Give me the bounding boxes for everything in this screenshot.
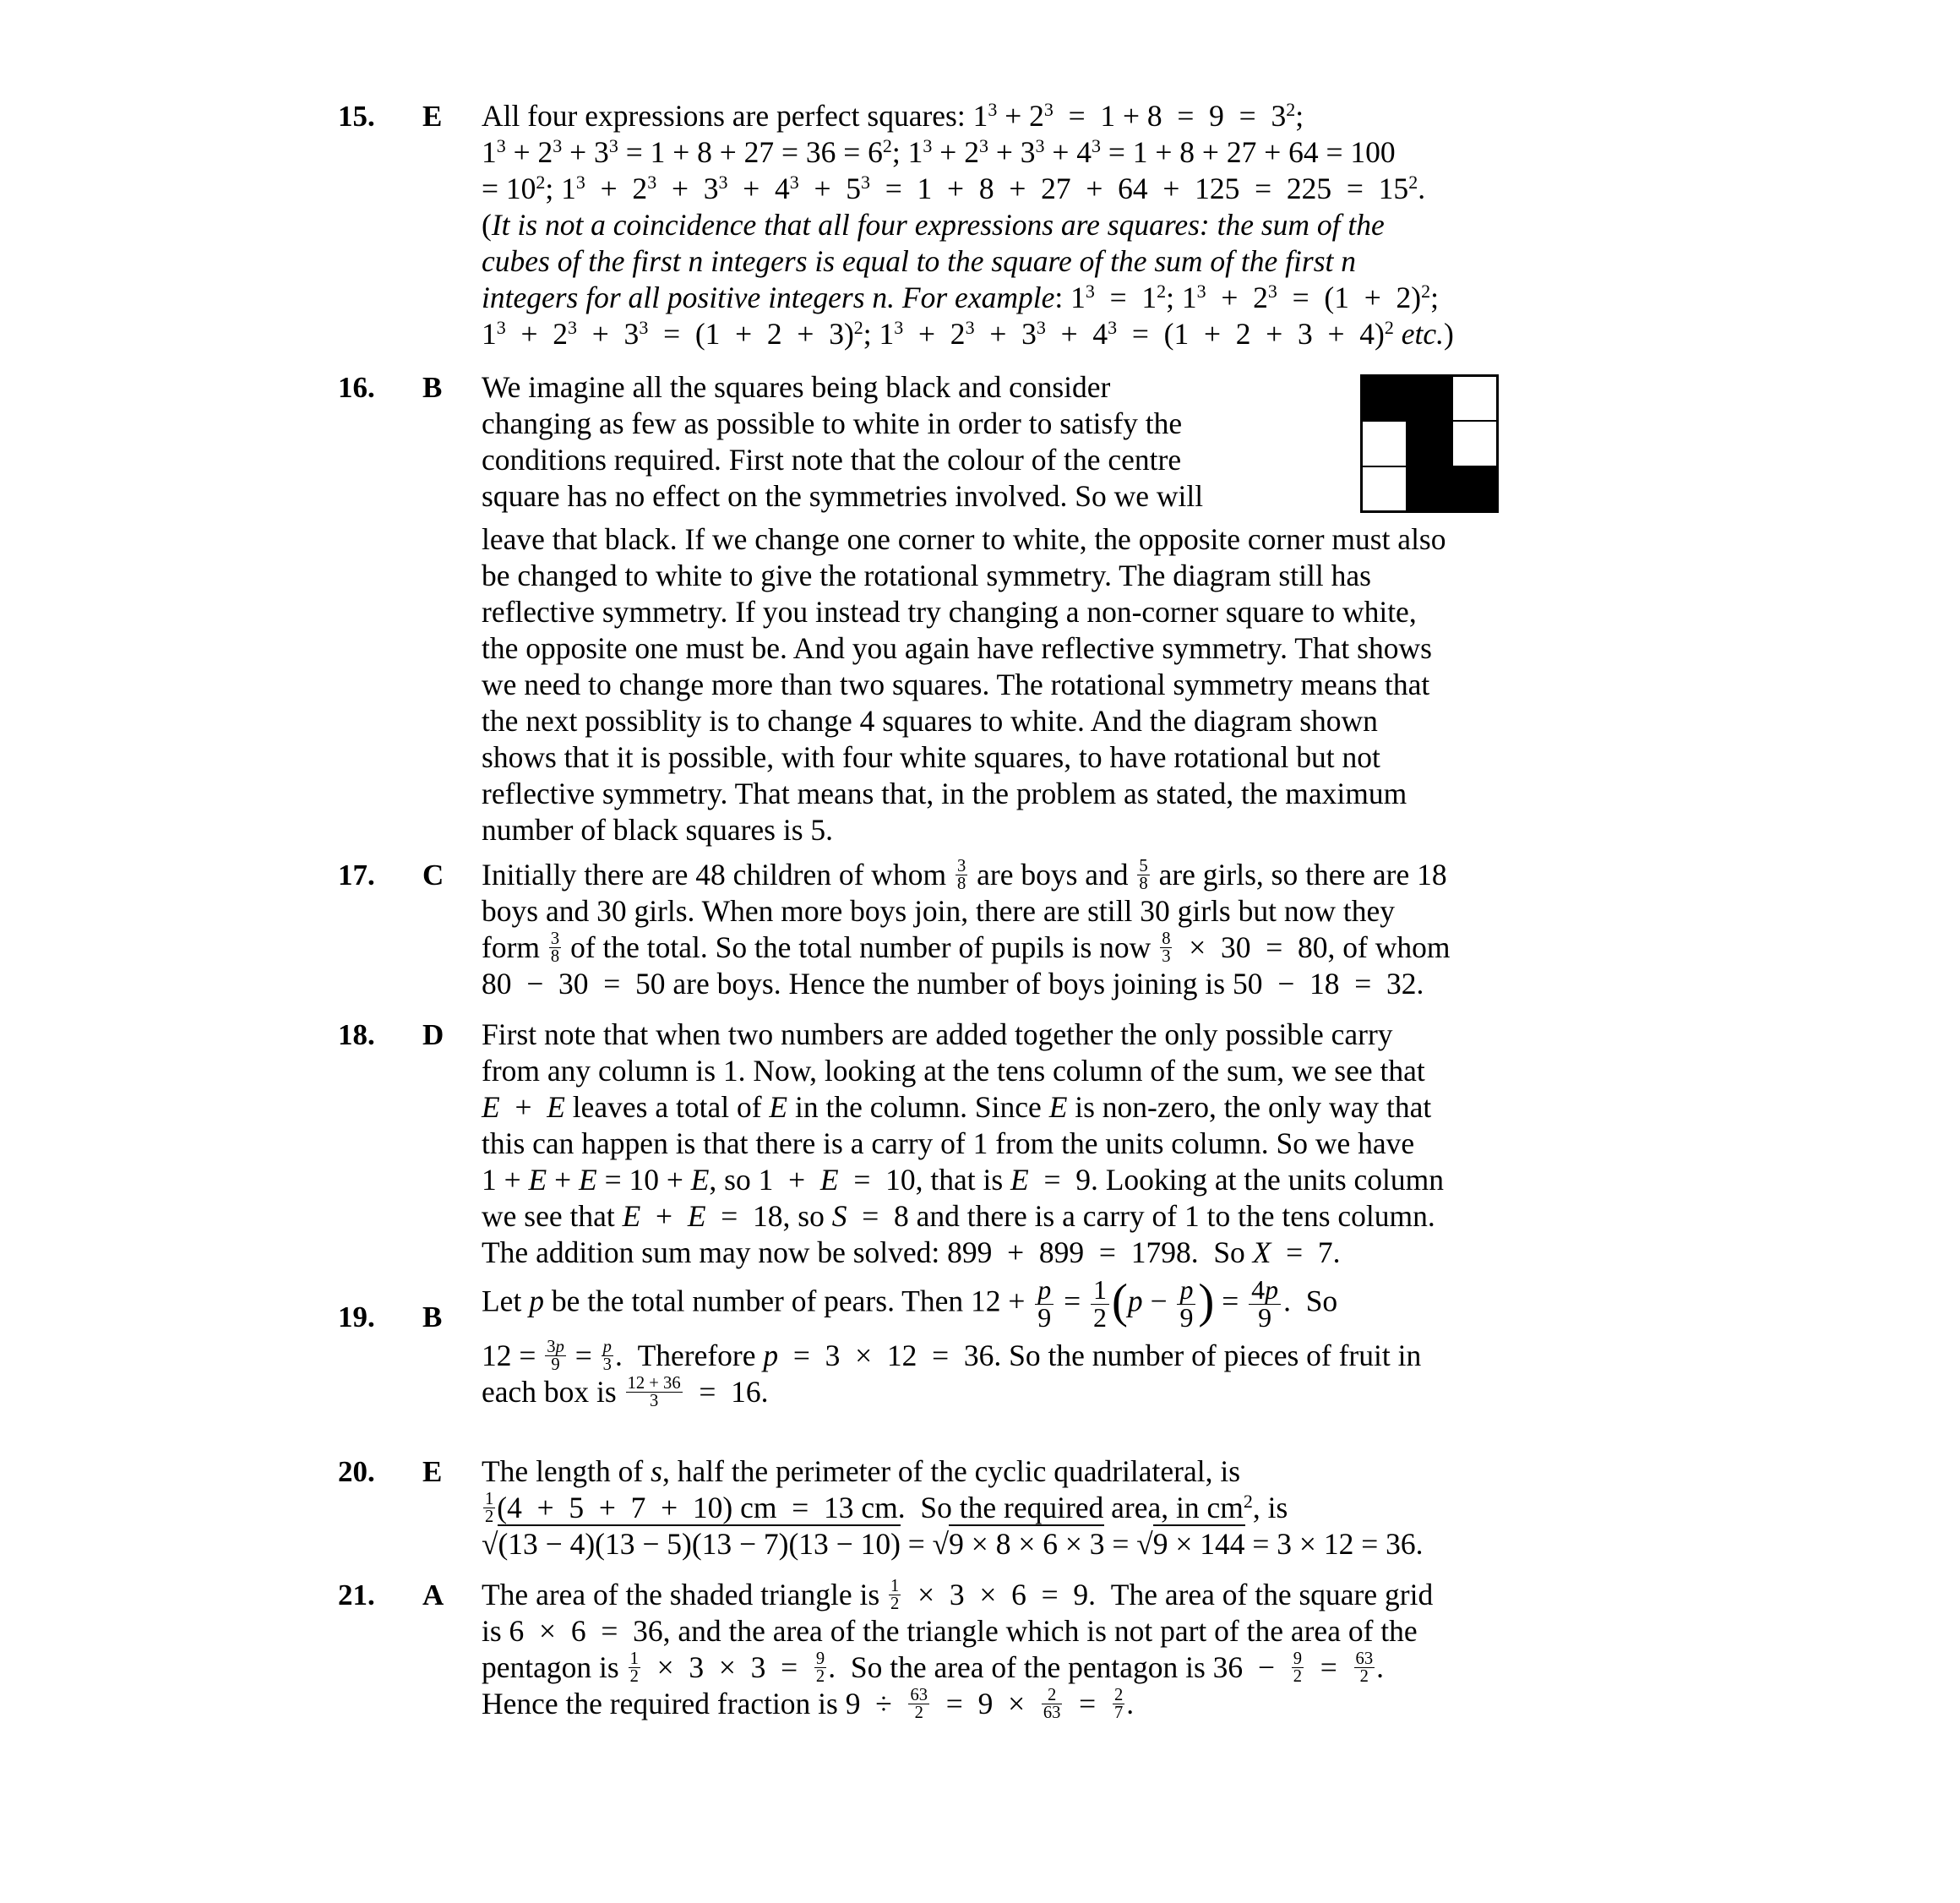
solution-line: = $10^2$; $1^3 + 2^3 + 3^3 + 4^3 + 5^3 = 1 + 8 + 27 + 64 + 125 = 225 = 15^2$. (482, 171, 1426, 205)
solution-line: The addition sum may now be solved: 899 + 899 = 1798. So X = 7. (482, 1235, 1341, 1269)
solution-line: this can happen is that there is a carry of 1 from the units column. So we have (482, 1126, 1415, 1160)
solution-line: changing as few as possible to white in order to satisfy the (482, 406, 1183, 440)
grid-cell-black (1362, 376, 1407, 421)
solution-line: leave that black. If we change one corner to white, the opposite corner must also (482, 522, 1446, 556)
solution-line: The area of the shaded triangle is $\frac{1}{2}$ × 3 × 6 = 9. The area of the square grid (482, 1576, 1434, 1614)
solution-line: we see that E + E = 18, so S = 8 and there is a carry of 1 to the tens column. (482, 1199, 1435, 1233)
solution-line: shows that it is possible, with four white squares, to have rotational but not (482, 740, 1380, 774)
symmetry-grid-diagram (1360, 374, 1499, 513)
solution-line: form $\frac{3}{8}$ of the total. So the total number of pupils is now $\frac{8}{3}$ × 30 = 80, of whom (482, 929, 1451, 967)
grid-cell-white (1362, 466, 1407, 511)
answer-letter: B (422, 371, 443, 404)
solution-line: reflective symmetry. That means that, in the problem as stated, the maximum (482, 777, 1407, 810)
solution-line: 80 − 30 = 50 are boys. Hence the number of boys joining is 50 − 18 = 32. (482, 967, 1424, 1001)
solution-line: be changed to white to give the rotational symmetry. The diagram still has (482, 559, 1371, 592)
solution-line: All four expressions are perfect squares: $1^3 + 2^3 = 1 + 8 = 9 = 3^2$; (482, 98, 1304, 133)
question-number: 17. (338, 859, 375, 892)
grid-cell-white (1362, 421, 1407, 466)
question-number: 20. (338, 1455, 375, 1488)
solution-line: E + E leaves a total of E in the column. Since E is non-zero, the only way that (482, 1090, 1432, 1124)
grid-cell-black (1407, 376, 1451, 421)
grid-cell-white (1452, 421, 1497, 466)
answer-letter: C (422, 859, 444, 892)
solution-line: the opposite one must be. And you again have reflective symmetry. That shows (482, 631, 1432, 665)
solution-line: boys and 30 girls. When more boys join, there are still 30 girls but now they (482, 894, 1395, 928)
question-number: 19. (338, 1300, 375, 1333)
solution-line: square has no effect on the symmetries involved. So we will (482, 479, 1204, 513)
answer-letter: E (422, 1455, 443, 1488)
solution-line: The length of s, half the perimeter of the cyclic quadrilateral, is (482, 1454, 1241, 1488)
grid-cell-black (1452, 466, 1497, 511)
solution-line: √(13 − 4)(13 − 5)(13 − 7)(13 − 10) = √9 × 8 × 6 × 3 = √9 × 144 = 3 × 12 = 36. (482, 1526, 1423, 1562)
answer-letter: B (422, 1300, 443, 1333)
answer-letter: D (422, 1018, 444, 1051)
solution-line: we need to change more than two squares. The rotational symmetry means that (482, 668, 1430, 701)
solution-line: integers for all positive integers n. For example: $1^3 = 1^2$; $1^3 + 2^3 = (1 + 2)^2$; (482, 280, 1439, 314)
question-number: 18. (338, 1018, 375, 1051)
solution-line: We imagine all the squares being black and consider (482, 370, 1111, 404)
solution-line: each box is $\frac{12 + 36}{3}$ = 16. (482, 1373, 769, 1411)
solution-line: Let p be the total number of pears. Then 12 + $\frac{p}{9}$ = $\frac{1}{2}$ (p − $\frac{p}{9}$ ) = $\frac{4p}{9}$ . So (482, 1274, 1338, 1333)
solution-line: 1 + E + E = 10 + E, so 1 + E = 10, that is E = 9. Looking at the units column (482, 1163, 1445, 1197)
solution-line: is 6 × 6 = 36, and the area of the triangle which is not part of the area of the (482, 1614, 1418, 1648)
question-number: 16. (338, 371, 375, 404)
solution-line: First note that when two numbers are added together the only possible carry (482, 1017, 1393, 1051)
answer-letter: A (422, 1579, 444, 1611)
answer-letter: E (422, 100, 443, 133)
solution-line: 12 = $\frac{3p}{9}$ = $\frac{p}{3}$ . Therefore p = 3 × 12 = 36. So the number of pieces of fruit in (482, 1337, 1422, 1375)
solution-line: $1^3 + 2^3 + 3^3 = 1 + 8 + 27 = 36 = 6^2$; $1^3 + 2^3 + 3^3 + 4^3 = 1 + 8 + 27 + 64 = 100$ (482, 134, 1396, 169)
question-number: 15. (338, 100, 375, 133)
solution-line: $\frac{1}{2}$ (4 + 5 + 7 + 10) cm = 13 cm. So the required area, in $cm^2$, is (485, 1489, 1288, 1527)
solution-line: conditions required. First note that the colour of the centre (482, 443, 1182, 477)
solution-line: $1^3 + 2^3 + 3^3 = (1 + 2 + 3)^2$; $1^3 + 2^3 + 3^3 + 4^3 = (1 + 2 + 3 + 4)^2$ etc.) (482, 316, 1454, 351)
solution-line: pentagon is $\frac{1}{2}$ × 3 × 3 = $\frac{9}{2}$ . So the area of the pentagon is 36 − $\frac{9}{2}$ = $\frac{63}{2}$ . (482, 1649, 1384, 1687)
solution-line: number of black squares is 5. (482, 813, 834, 847)
grid-cell-black (1407, 466, 1451, 511)
question-number: 21. (338, 1579, 375, 1611)
grid-cell-white (1452, 376, 1497, 421)
solution-line: from any column is 1. Now, looking at the tens column of the sum, we see that (482, 1054, 1425, 1088)
solution-line: reflective symmetry. If you instead try changing a non-corner square to white, (482, 595, 1417, 629)
solution-line: (It is not a coincidence that all four expressions are squares: the sum of the (482, 208, 1385, 242)
solution-line: cubes of the first n integers is equal to the square of the sum of the first n (482, 244, 1357, 278)
solution-line: Initially there are 48 children of whom $\frac{3}{8}$ are boys and $\frac{5}{8}$ are girls, so there are 18 (482, 856, 1447, 894)
solution-line: Hence the required fraction is 9 ÷ $\frac{63}{2}$ = 9 × $\frac{2}{63}$ = $\frac{2}{7}$ . (482, 1685, 1135, 1723)
grid-cell-black (1407, 421, 1451, 466)
solution-line: the next possiblity is to change 4 squares to white. And the diagram shown (482, 704, 1378, 738)
